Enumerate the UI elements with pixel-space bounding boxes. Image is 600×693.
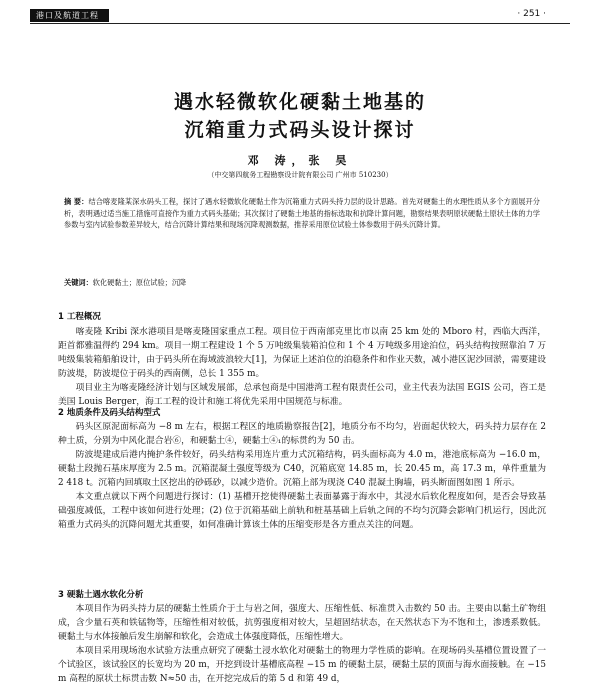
keywords-text: 软化硬黏土；原位试验；沉降	[92, 278, 187, 287]
paragraph: 码头区原泥面标高为 −8 m 左右，根据工程区的地质勘察报告[2]，地质分布不均匀，岩面起伏较大，码头持力层存在 2 种土质，分别为中风化混合岩⑥，和硬黏土④，硬黏土④₁的标贯约为 50 击。	[58, 422, 546, 446]
paragraph: 项目业主为喀麦隆经济计划与区域发展部，总承包商是中国港湾工程有限责任公司，业主代表为法国 EGIS 公司，咨工是美国 Louis Berger，海工工程的设计和施工将优先采用中国规范与标准。	[58, 383, 546, 407]
paper-title	[0, 88, 600, 144]
authors: 邓 涛，张 昊	[247, 154, 353, 167]
title-line-2: 沉箱重力式码头设计探讨	[184, 119, 416, 141]
paragraph: 本文重点就以下两个问题进行探讨：(1) 基槽开挖使得硬黏土表面暴露于海水中，其浸水后软化程度如何，是否会导致基础强度减低，工程中该如何进行处理；(2) 位于沉箱基础上前轨和桩基基础上后轨之间的不均匀沉降会影响门机运行，因此沉箱重力式码头的沉降问题尤其重要，如何准确计算该土体的压缩变形是各方重点关注的问题。	[58, 492, 546, 530]
header-divider	[30, 23, 570, 24]
abstract-text: 结合喀麦隆某深水码头工程，探讨了遇水轻微软化硬黏土作为沉箱重力式码头持力层的设计思路。首先对硬黏土的水理性质从多个方面展开分析，表明遇过适当施工措施可直接作为重力式码头基础；其次探讨了硬黏土地基的指标选取和抗降计算问题，勘察结果表明原状硬黏土原状土体的力学参数与室内试验参数差异较大，结合沉降计算结果和现场沉降观测数据，推荐采用原位试验土体参数用于码头沉降计算。	[64, 197, 540, 229]
page-number: · 251 ·	[517, 9, 546, 19]
abstract-label: 摘 要：	[64, 197, 89, 206]
title-line-1: 遇水轻微软化硬黏土地基的	[173, 91, 426, 113]
section-1-heading: 1 工程概况	[58, 312, 101, 322]
paragraph: 喀麦隆 Kribi 深水港项目是喀麦隆国家重点工程。项目位于西南部克里比市以南 25 km 处的 Mboro 村，西临大西洋，距首都雅温得约 294 km。项目一期工程建设 1 个 5 万吨级集装箱泊位和 1 个 4 万吨级多用途泊位，码头结构按照靠泊 7 万吨级集装箱船舶设计，由于码头所在海域波浪较大[1]，为保证上述泊位的泊稳条件和作业天数，减小港区泥沙回淤，需要建设防波堤，防波堤位于码头的西南侧，总长 1 355 m。	[58, 327, 546, 379]
section-2-body	[58, 420, 546, 532]
section-1-body	[58, 325, 546, 409]
page-header	[0, 0, 600, 30]
keywords	[64, 278, 540, 288]
keywords-label: 关键词：	[64, 278, 93, 287]
paragraph: 防波堤建成后港内掩护条件较好，码头结构采用连片重力式沉箱结构，码头面标高为 4.0 m，港池底标高为 −16.0 m，硬黏土段抛石基床厚度为 2.5 m。沉箱混凝土强度等级为 C40，沉箱底宽 14.85 m，长 20.45 m，高 17.3 m，单件重量为 2 418 t。沉箱内回填取土区挖出的砂砾砂，以减少造价。沉箱上部为现浇 C40 混凝土胸墙，码头断面图如图 1 所示。	[58, 450, 546, 488]
paragraph: 本项目采用现场泡水试验方法重点研究了硬黏土浸水软化对硬黏土的物理力学性质的影响。在现场码头基槽位置设置了一个试验区，该试验区的长宽均为 20 m，开挖到设计基槽底高程 −15 m 的硬黏土层，硬黏土层的顶面与海水面接触。在 −15 m 高程的原状土标贯击数 N≈50 击，在开挖完成后的第 5 d 和第 49 d，	[58, 646, 546, 684]
abstract	[64, 196, 540, 231]
section-3-heading: 3 硬黏土遇水软化分析	[58, 590, 144, 600]
affiliation: （中交第四航务工程勘察设计院有限公司 广州市 510230）	[207, 171, 393, 179]
journal-name: 港口及航道工程	[30, 9, 109, 22]
section-3-body	[58, 602, 546, 686]
section-2-heading: 2 地质条件及码头结构型式	[58, 408, 161, 418]
paragraph: 本项目作为码头持力层的硬黏土性质介于土与岩之间，强度大、压缩性低、标准贯入击数约 50 击。主要由以黏土矿物组成，含少量石英和铁锰物等，压缩性相对较低，抗剪强度相对较大，呈超固结状态，在天然状态下为不饱和土，渗透系数低。硬黏土与水体接触后发生崩解和软化，会造成土体强度降低，压缩性增大。	[58, 604, 546, 642]
